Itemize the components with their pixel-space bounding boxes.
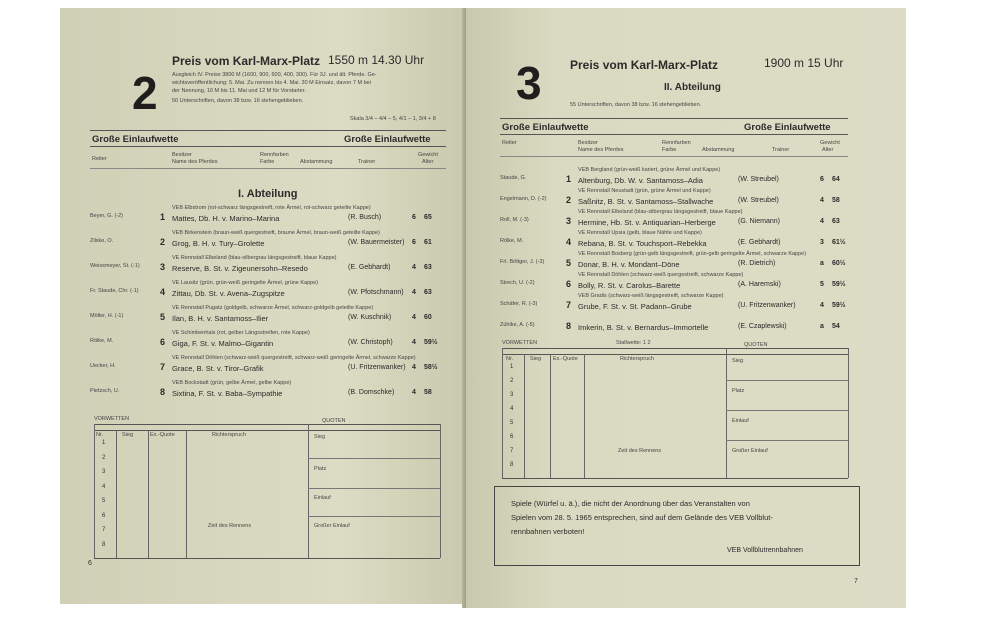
lbl-platz: Platz	[314, 466, 327, 472]
distance-time: 1550 m 14.30 Uhr	[328, 53, 425, 67]
horse-name: Saßnitz, B. St. v. Santamoss–Stallwache	[578, 197, 714, 206]
box-line	[94, 558, 440, 559]
trainer-name: (W. Bauermeister)	[348, 239, 405, 246]
trainer-name: (G. Niemann)	[738, 218, 781, 225]
row-number: 2	[102, 454, 106, 461]
box-line	[116, 430, 117, 558]
entry-number: 8	[160, 387, 166, 397]
trainer-name: (U. Fritzenwanker)	[348, 364, 406, 371]
right-page	[466, 8, 906, 608]
horse-age: 4	[412, 289, 416, 296]
horse-weight: 63	[424, 264, 432, 271]
box-line	[502, 354, 848, 355]
horse-name: Reserve, B. St. v. Zigeunersohn–Resedo	[172, 264, 308, 273]
horse-name: Grace, B. St. v. Tiror–Grafik	[172, 364, 264, 373]
entry-number: 7	[160, 362, 166, 372]
horse-name: Donar, B. H. v. Mondant–Döne	[578, 260, 680, 269]
rider-name: Pietzsch, U.	[90, 388, 120, 394]
horse-weight: 61	[424, 239, 432, 246]
stallwette-label: Stallwette: 1 2	[616, 340, 651, 346]
bet-title-left: Große Einlaufwette	[92, 134, 179, 145]
horse-name: Ilan, B. H. v. Santamoss–Ilier	[172, 314, 269, 323]
col-trainer: Trainer	[772, 147, 790, 153]
horse-weight: 58½	[424, 364, 438, 371]
col-age: Alter	[822, 147, 834, 153]
box-line	[308, 424, 309, 558]
col-horse-name: Name des Pferdes	[172, 159, 218, 165]
divider	[500, 118, 848, 119]
rider-name: Beyer, G. (-2)	[90, 213, 124, 219]
bet-title-left: Große Einlaufwette	[502, 122, 589, 133]
lbl-grosser-einlauf: Großer Einlauf	[732, 448, 768, 454]
entry-number: 6	[566, 279, 572, 289]
box-line	[94, 424, 440, 425]
vorwetten-label: VORWETTEN	[502, 340, 538, 346]
rider-name: Zühlke, A. (-5)	[500, 322, 535, 328]
trainer-name: (W. Kuschnik)	[348, 314, 392, 321]
horse-name: Rebana, B. St. v. Touchsport–Rebekka	[578, 239, 707, 248]
col-colors2: Farbe	[662, 147, 677, 153]
divider	[90, 168, 446, 169]
horse-age: 6	[820, 176, 824, 183]
division-title: II. Abteilung	[664, 82, 721, 93]
box-line	[848, 348, 849, 478]
stable: VEB Birkenstein (braun-weiß quergestreift, braune Ärmel, braun-weiß geteilte Kappe)	[172, 230, 380, 236]
rider-name: Schäfer, R. (-3)	[500, 301, 538, 307]
conditions-line-1: Ausgleich IV. Preise 3800 M (1600, 900, 600, 400, 300). Für 3J. und ält. Pferde. Ge-	[172, 72, 377, 78]
box-line	[726, 410, 848, 411]
entry-number: 1	[160, 212, 166, 222]
col-owner: Besitzer	[578, 140, 598, 146]
col-rider: Reiter	[92, 156, 107, 162]
horse-weight: 65	[424, 214, 432, 221]
horse-name: Bolly, R. St. v. Carolus–Barette	[578, 281, 681, 290]
stable: VEB Bockstadt (grün, gelbe Ärmel, gelbe Kappe)	[172, 380, 292, 386]
horse-age: 4	[412, 264, 416, 271]
col-rider: Reiter	[502, 140, 517, 146]
horse-name: Altenburg, Db. W. v. Santamoss–Adia	[578, 176, 703, 185]
entry-number: 5	[160, 312, 166, 322]
horse-weight: 59½	[832, 281, 846, 288]
horse-name: Giga, F. St. v. Malmo–Gigantin	[172, 339, 274, 348]
scale: Skala 3/4 – 4/4 – 5, 4/1 – 1, 3/4 + 8	[350, 116, 436, 122]
rider-name: Fr. Staude, Chr. (-1)	[90, 288, 139, 294]
row-number: 5	[510, 420, 514, 426]
row-number: 8	[102, 541, 106, 548]
stable: VE Rennstall Döhlen (schwarz-weiß quergestreift, schwarz-weiß geringelte Ärmel, schwarze Kappe)	[172, 355, 416, 361]
col-sieg: Sieg	[122, 432, 134, 438]
notice-box	[494, 486, 860, 566]
rider-name: Möller, H. (-1)	[90, 313, 124, 319]
horse-weight: 58	[832, 197, 840, 204]
col-nr: Nr.	[506, 356, 514, 362]
col-horse-name: Name des Pferdes	[578, 147, 624, 153]
entry-number: 5	[566, 258, 572, 268]
rider-name: Weissmeyer, St. (-1)	[90, 263, 140, 269]
col-sieg: Sieg	[530, 356, 542, 362]
col-weight: Gewicht	[820, 140, 840, 146]
entry-number: 4	[566, 237, 572, 247]
page-number: 6	[88, 560, 92, 567]
subscriptions: 50 Unterschriften, davon 38 bzw. 16 stehengeblieben.	[172, 98, 304, 104]
rider-name: Strech, U. (-2)	[500, 280, 535, 286]
lbl-einlauf: Einlauf	[732, 418, 749, 424]
row-number: 2	[510, 378, 514, 384]
col-exquote: Ex.-Quote	[150, 432, 175, 438]
trainer-name: (E. Czaplewski)	[738, 323, 787, 330]
notice-line-2: Spielen vom 28. 5. 1965 entsprechen, sind auf dem Gelände des VEB Vollblut-	[511, 513, 773, 522]
box-line	[502, 348, 503, 478]
stable: VE Rennstall Bosberg (grün-gelb längsgestreift, grün-gelb geringelte Ärmel, schwarze Kappe)	[578, 251, 807, 257]
horse-age: a	[820, 260, 824, 267]
entry-number: 6	[160, 337, 166, 347]
col-trainer: Trainer	[358, 159, 376, 165]
quoten-label: QUOTEN	[322, 418, 346, 424]
box-line	[308, 458, 440, 459]
trainer-name: (R. Busch)	[348, 214, 382, 221]
col-pedigree: Abstammung	[702, 147, 735, 153]
entry-number: 4	[160, 287, 166, 297]
box-line	[148, 430, 149, 558]
col-nr: Nr.	[96, 432, 104, 438]
stable: VEB Gradis (schwarz-weiß längsgestreift, schwarze Kappe)	[578, 293, 724, 299]
horse-age: 5	[820, 281, 824, 288]
horse-weight: 61½	[832, 239, 846, 246]
row-number: 6	[102, 512, 106, 519]
division-title: I. Abteilung	[238, 188, 298, 200]
col-weight: Gewicht	[418, 152, 438, 158]
rider-name: Frl. Böttger, J. (-3)	[500, 259, 545, 265]
entry-number: 7	[566, 300, 572, 310]
horse-name: Grog, B. H. v. Tury–Grolette	[172, 239, 265, 248]
stable: VEB Elbstrom (rot-schwarz längsgestreift, rote Ärmel, rot-schwarz geteilte Kappe)	[172, 205, 371, 211]
box-line	[726, 440, 848, 441]
divider	[90, 146, 446, 147]
stable: VE Schimbenhals (rot, gelber Längsstreifen, rote Kappe)	[172, 330, 310, 336]
row-number: 4	[102, 483, 106, 490]
notice-line-1: Spiele (Würfel u. ä.), die nicht der Anordnung über das Veranstalten von	[511, 499, 750, 508]
lbl-sieg: Sieg	[732, 358, 744, 364]
horse-weight: 54	[832, 323, 840, 330]
horse-name: Sixtina, F. St. v. Baba–Sympathie	[172, 389, 283, 398]
box-line	[440, 424, 441, 558]
race-number: 2	[132, 67, 158, 119]
box-line	[726, 380, 848, 381]
divider	[500, 156, 848, 157]
rider-name: Staude, G.	[500, 175, 527, 181]
horse-weight: 60½	[832, 260, 846, 267]
race-number: 3	[516, 57, 542, 109]
horse-age: a	[820, 323, 824, 330]
horse-weight: 63	[424, 289, 432, 296]
lbl-zeit: Zeit des Rennens	[618, 448, 662, 454]
entry-number: 1	[566, 174, 572, 184]
rider-name: Uecker, H.	[90, 363, 116, 369]
horse-weight: 58	[424, 389, 432, 396]
row-number: 4	[510, 406, 514, 412]
vorwetten-label: VORWETTEN	[94, 416, 130, 422]
box-line	[726, 348, 727, 478]
trainer-name: (E. Gebhardt)	[348, 264, 391, 271]
row-number: 5	[102, 498, 106, 504]
stable: VEB Bergland (grün-weiß kariert, grüne Ärmel und Kappe)	[578, 167, 721, 173]
horse-weight: 60	[424, 314, 432, 321]
notice-line-3: rennbahnen verboten!	[511, 527, 585, 536]
box-line	[550, 354, 551, 478]
divider	[500, 134, 848, 135]
col-richter: Richterspruch	[620, 356, 654, 362]
horse-name: Grube, F. St. v. St. Padann–Grube	[578, 302, 692, 311]
lbl-sieg: Sieg	[314, 434, 326, 440]
trainer-name: (R. Dietrich)	[738, 260, 776, 267]
stable: VE Rennstall Elbeland (blau-silbergrau längsgestreift, blaue Kappe)	[578, 209, 743, 215]
box-line	[502, 348, 848, 349]
lbl-zeit: Zeit des Rennens	[208, 523, 252, 529]
rider-name: Engelmann, D. (-2)	[500, 196, 547, 202]
page-number: 7	[854, 578, 858, 585]
conditions-line-3: der Nennung, 10 M bis 11. Mai und 12 M für Vorstarter.	[172, 88, 306, 94]
horse-age: 4	[820, 197, 824, 204]
horse-age: 3	[820, 239, 824, 246]
trainer-name: (W. Streubel)	[738, 176, 779, 183]
row-number: 1	[510, 364, 514, 370]
horse-weight: 59½	[832, 302, 846, 309]
box-line	[94, 424, 95, 558]
lbl-einlauf: Einlauf	[314, 495, 331, 501]
box-line	[524, 354, 525, 478]
conditions-line-2: wichtsveröffentlichung: 5. Mai. Zu nennen bis 4. Mai. 30 M Einsatz, davon 7 M bei	[172, 80, 371, 86]
horse-age: 4	[412, 314, 416, 321]
col-colors2: Farbe	[260, 159, 275, 165]
box-line	[186, 430, 187, 558]
horse-age: 6	[412, 214, 416, 221]
col-age: Alter	[422, 159, 434, 165]
stable: VE Lausitz (grün, grün-weiß geringelte Ärmel, grüne Kappe)	[172, 280, 319, 286]
row-number: 8	[510, 462, 514, 468]
lbl-grosser-einlauf: Großer Einlauf	[314, 523, 350, 529]
horse-age: 4	[820, 302, 824, 309]
entry-number: 3	[160, 262, 166, 272]
col-colors: Rennfarben	[662, 140, 691, 146]
divider	[90, 130, 446, 131]
trainer-name: (W. Streubel)	[738, 197, 779, 204]
entry-number: 2	[566, 195, 572, 205]
horse-name: Zittau, Db. St. v. Avena–Zugspitze	[172, 289, 285, 298]
horse-weight: 59½	[424, 339, 438, 346]
rider-name: Roll, M. (-3)	[500, 217, 529, 223]
horse-name: Hermine, Hb. St. v. Antiquarian–Herberge	[578, 218, 716, 227]
rider-name: Rölke, M.	[500, 238, 524, 244]
subscriptions: 55 Unterschriften, davon 38 bzw. 16 stehengeblieben.	[570, 102, 702, 108]
entry-number: 3	[566, 216, 572, 226]
trainer-name: (W. Pfotschmann)	[348, 289, 404, 296]
horse-age: 4	[412, 389, 416, 396]
bet-title-right: Große Einlaufwette	[744, 122, 831, 133]
row-number: 3	[510, 392, 514, 398]
col-colors: Rennfarben	[260, 152, 289, 158]
trainer-name: (E. Gebhardt)	[738, 239, 781, 246]
trainer-name: (W. Christoph)	[348, 339, 393, 346]
box-line	[308, 488, 440, 489]
horse-age: 4	[820, 218, 824, 225]
horse-age: 6	[412, 239, 416, 246]
left-page	[60, 8, 466, 604]
col-exquote: Ex.-Quote	[553, 356, 578, 362]
distance-time: 1900 m 15 Uhr	[764, 56, 844, 70]
stable: VE Rennstall Upsia (gelb, blaue Nähte und Kappe)	[578, 230, 702, 236]
quoten-label: QUOTEN	[744, 342, 768, 348]
box-line	[308, 516, 440, 517]
horse-name: Imkerin, B. St. v. Bernardus–Immortelle	[578, 323, 709, 332]
stable: VE Rennstall Döhlen (schwarz-weiß quergestreift, schwarze Kappe)	[578, 272, 744, 278]
stable: VE Rennstall Elbeland (blau-silbergrau längsgestreift, blaue Kappe)	[172, 255, 337, 261]
horse-weight: 63	[832, 218, 840, 225]
race-title: Preis vom Karl-Marx-Platz	[570, 58, 719, 72]
row-number: 6	[510, 434, 514, 440]
horse-weight: 64	[832, 176, 840, 183]
trainer-name: (U. Fritzenwanker)	[738, 302, 796, 309]
col-owner: Besitzer	[172, 152, 192, 158]
trainer-name: (A. Haremski)	[738, 281, 781, 288]
row-number: 7	[510, 448, 514, 454]
horse-age: 4	[412, 339, 416, 346]
box-line	[502, 478, 848, 479]
box-line	[584, 354, 585, 478]
trainer-name: (B. Domschke)	[348, 389, 395, 396]
entry-number: 2	[160, 237, 166, 247]
row-number: 7	[102, 527, 106, 533]
horse-age: 4	[412, 364, 416, 371]
lbl-platz: Platz	[732, 388, 745, 394]
col-richter: Richterspruch	[212, 432, 246, 438]
stable: VE Rennstall Pugatz (goldgelb, schwarze Ärmel, schwarz-goldgelb geteilte Kappe)	[172, 305, 374, 311]
box-line	[94, 430, 440, 431]
row-number: 3	[102, 469, 106, 475]
stable: VE Rennstall Neustadt (grün, grüne Ärmel und Kappe)	[578, 188, 711, 194]
rider-name: Rölke, M.	[90, 338, 114, 344]
rider-name: Zilske, O.	[90, 238, 114, 244]
entry-number: 8	[566, 321, 572, 331]
bet-title-right: Große Einlaufwette	[344, 134, 431, 145]
notice-signature: VEB Vollblutrennbahnen	[727, 547, 803, 554]
race-title: Preis vom Karl-Marx-Platz	[172, 54, 321, 68]
col-pedigree: Abstammung	[300, 159, 333, 165]
horse-name: Mattes, Db. H. v. Marino–Marina	[172, 214, 280, 223]
row-number: 1	[102, 440, 106, 446]
